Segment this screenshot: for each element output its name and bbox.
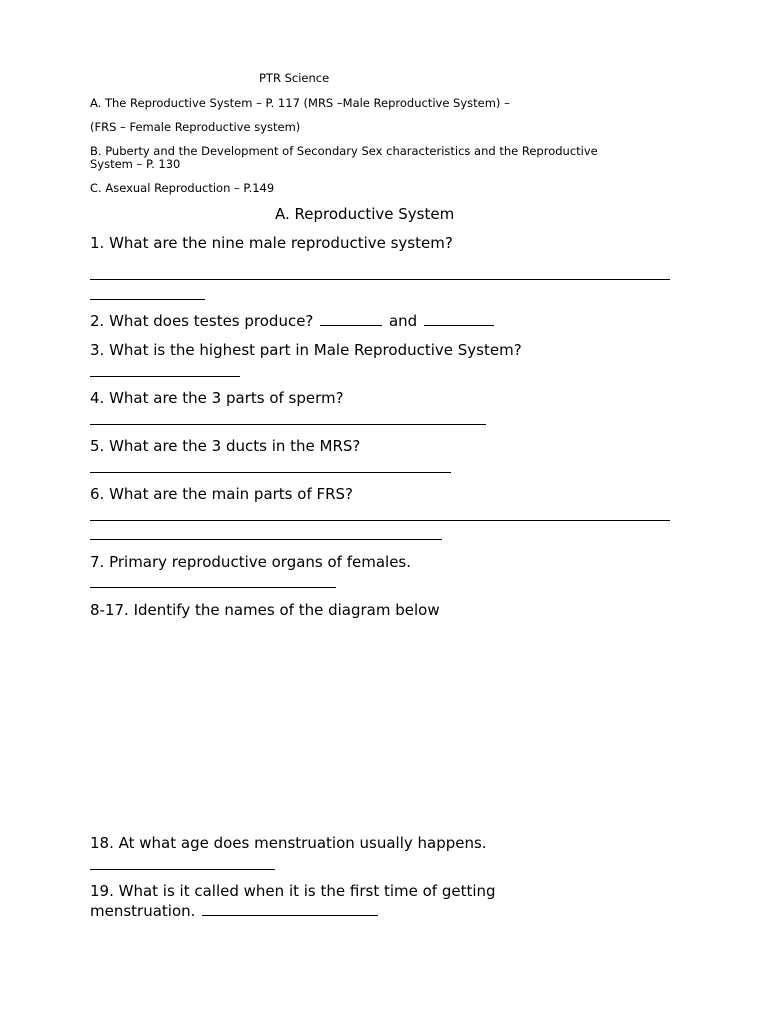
topic-b: B. Puberty and the Development of Secondary Sex characteristics and the Reproductive bbox=[90, 144, 598, 158]
section-title: A. Reproductive System bbox=[275, 205, 455, 223]
answer-line-5[interactable] bbox=[90, 472, 451, 473]
answer-line-18[interactable] bbox=[90, 869, 275, 870]
question-8-17: 8-17. Identify the names of the diagram below bbox=[90, 601, 440, 619]
question-4: 4. What are the 3 parts of sperm? bbox=[90, 389, 344, 407]
question-2-text: 2. What does testes produce? bbox=[90, 312, 314, 330]
answer-blank-2a[interactable] bbox=[320, 324, 382, 326]
topic-a-frs: (FRS – Female Reproductive system) bbox=[90, 120, 301, 134]
question-19-cont bbox=[90, 902, 380, 920]
question-19-text: menstruation. bbox=[90, 902, 196, 920]
question-5: 5. What are the 3 ducts in the MRS? bbox=[90, 437, 361, 455]
answer-line-1a[interactable] bbox=[90, 279, 670, 280]
page-title: PTR Science bbox=[259, 71, 330, 85]
topic-c: C. Asexual Reproduction – P.149 bbox=[90, 181, 275, 195]
topic-a: A. The Reproductive System – P. 117 (MRS –Male Reproductive System) – bbox=[90, 96, 510, 110]
question-19: 19. What is it called when it is the first time of getting bbox=[90, 882, 496, 900]
question-18: 18. At what age does menstruation usually happens. bbox=[90, 834, 487, 852]
topic-b-cont: System – P. 130 bbox=[90, 157, 181, 171]
answer-line-4[interactable] bbox=[90, 424, 486, 425]
answer-line-1b[interactable] bbox=[90, 299, 205, 300]
diagram-area bbox=[90, 630, 670, 825]
question-2-and: and bbox=[388, 312, 418, 330]
answer-line-3[interactable] bbox=[90, 376, 240, 377]
question-3: 3. What is the highest part in Male Reproductive System? bbox=[90, 341, 522, 359]
question-7: 7. Primary reproductive organs of females. bbox=[90, 553, 412, 571]
answer-blank-2b[interactable] bbox=[424, 324, 494, 326]
question-6: 6. What are the main parts of FRS? bbox=[90, 485, 354, 503]
answer-line-6b[interactable] bbox=[90, 539, 442, 540]
question-1: 1. What are the nine male reproductive system? bbox=[90, 234, 453, 252]
answer-line-6a[interactable] bbox=[90, 520, 670, 521]
answer-line-7[interactable] bbox=[90, 587, 336, 588]
answer-blank-19[interactable] bbox=[202, 914, 378, 916]
question-2 bbox=[90, 312, 496, 330]
